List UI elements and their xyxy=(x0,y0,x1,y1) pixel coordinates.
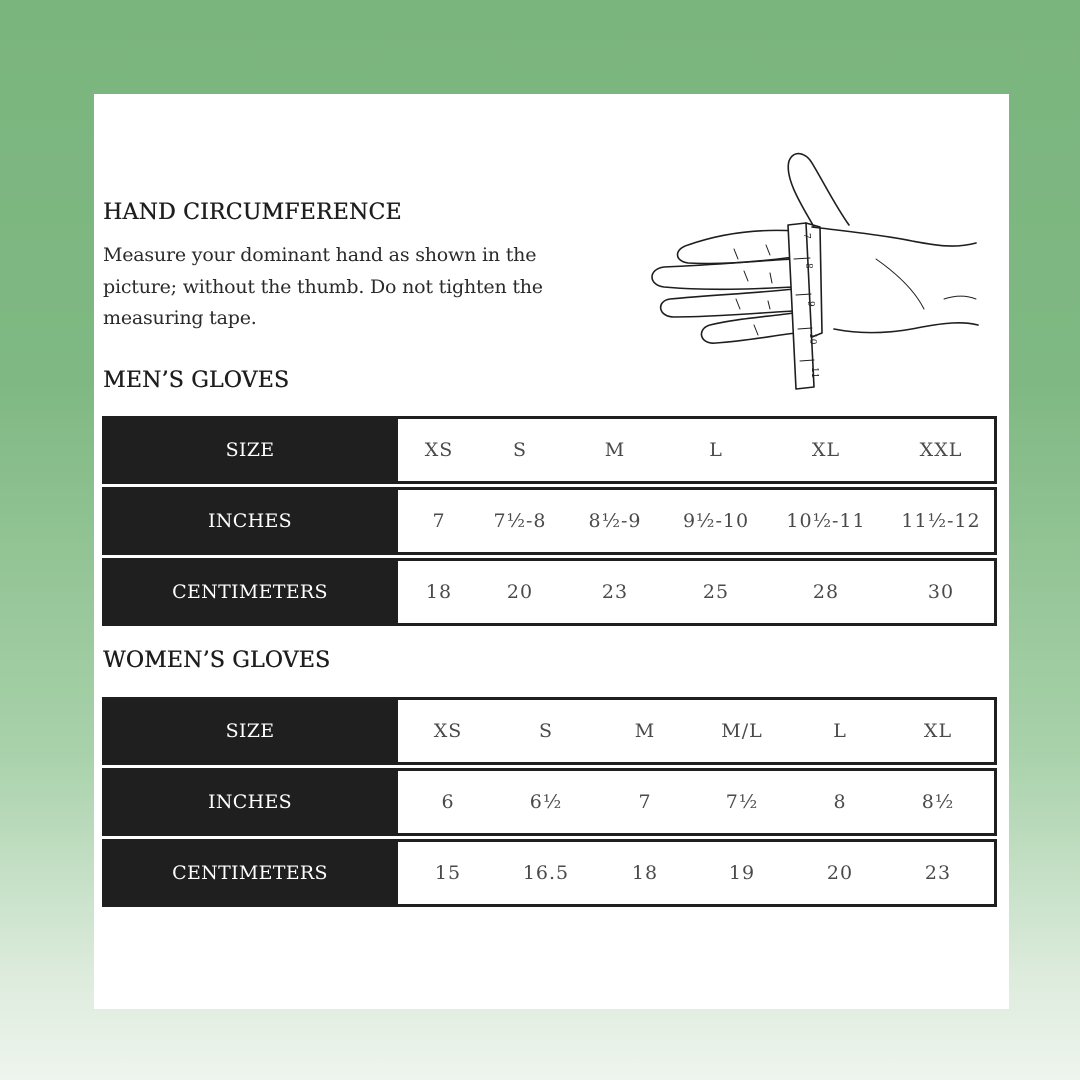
table-cell: 8½-9 xyxy=(588,510,642,532)
table-cell: 11½-12 xyxy=(901,510,981,532)
table-cell: L xyxy=(833,720,847,742)
table-cell: XXL xyxy=(919,439,963,461)
table-row xyxy=(102,416,997,484)
table-cell: 8 xyxy=(833,791,847,813)
tape-mark-9: 9 xyxy=(805,301,815,307)
tape-mark-10: 10 xyxy=(807,333,817,345)
table-cell: 7½-8 xyxy=(493,510,547,532)
row-label: INCHES xyxy=(102,768,398,836)
table-cell: 25 xyxy=(702,581,730,603)
table-cell: M xyxy=(634,720,656,742)
table-cell: 23 xyxy=(924,862,952,884)
row-label: SIZE xyxy=(102,697,398,765)
row-values xyxy=(398,416,997,484)
row-values xyxy=(398,768,997,836)
table-cell: 7 xyxy=(432,510,446,532)
mens-gloves-heading: MEN’S GLOVES xyxy=(103,368,290,393)
tape-mark-11: 11 xyxy=(809,367,819,379)
table-cell: 6½ xyxy=(529,791,563,813)
table-cell: 7 xyxy=(638,791,652,813)
tape-mark-8: 8 xyxy=(803,263,813,269)
table-cell: XS xyxy=(424,439,454,461)
table-row xyxy=(102,487,997,555)
tape-mark-7: 7 xyxy=(801,233,811,239)
table-cell: 8½ xyxy=(921,791,955,813)
womens-gloves-heading: WOMEN’S GLOVES xyxy=(103,648,331,673)
mens-size-table xyxy=(102,416,997,626)
table-cell: 19 xyxy=(728,862,756,884)
row-values xyxy=(398,487,997,555)
row-values xyxy=(398,558,997,626)
table-cell: 18 xyxy=(631,862,659,884)
measuring-instructions: Measure your dominant hand as shown in the picture; without the thumb. Do not tighten the measuring tape. xyxy=(103,244,543,329)
table-cell: 20 xyxy=(826,862,854,884)
table-cell: 15 xyxy=(434,862,462,884)
table-cell: 6 xyxy=(441,791,455,813)
table-cell: XL xyxy=(923,720,953,742)
hand-circumference-heading: HAND CIRCUMFERENCE xyxy=(103,200,402,225)
table-cell: 10½-11 xyxy=(786,510,866,532)
table-cell: L xyxy=(709,439,723,461)
row-values xyxy=(398,697,997,765)
table-cell: 23 xyxy=(601,581,629,603)
table-row xyxy=(102,558,997,626)
table-cell: S xyxy=(538,720,554,742)
table-row xyxy=(102,697,997,765)
row-label: INCHES xyxy=(102,487,398,555)
table-row xyxy=(102,839,997,907)
table-cell: 18 xyxy=(425,581,453,603)
table-cell: 16.5 xyxy=(522,862,570,884)
table-cell: XL xyxy=(811,439,841,461)
table-cell: 7½ xyxy=(725,791,759,813)
row-label: SIZE xyxy=(102,416,398,484)
row-values xyxy=(398,839,997,907)
table-cell: 20 xyxy=(506,581,534,603)
table-cell: 30 xyxy=(927,581,955,603)
womens-size-table xyxy=(102,697,997,907)
table-row xyxy=(102,768,997,836)
size-guide-card xyxy=(94,94,1009,1009)
hand-with-measuring-tape-icon xyxy=(644,149,984,394)
row-label: CENTIMETERS xyxy=(102,558,398,626)
table-cell: XS xyxy=(433,720,463,742)
table-cell: M xyxy=(604,439,626,461)
table-cell: M/L xyxy=(721,720,763,742)
table-cell: 9½-10 xyxy=(682,510,750,532)
row-label: CENTIMETERS xyxy=(102,839,398,907)
table-cell: 28 xyxy=(812,581,840,603)
table-cell: S xyxy=(512,439,528,461)
